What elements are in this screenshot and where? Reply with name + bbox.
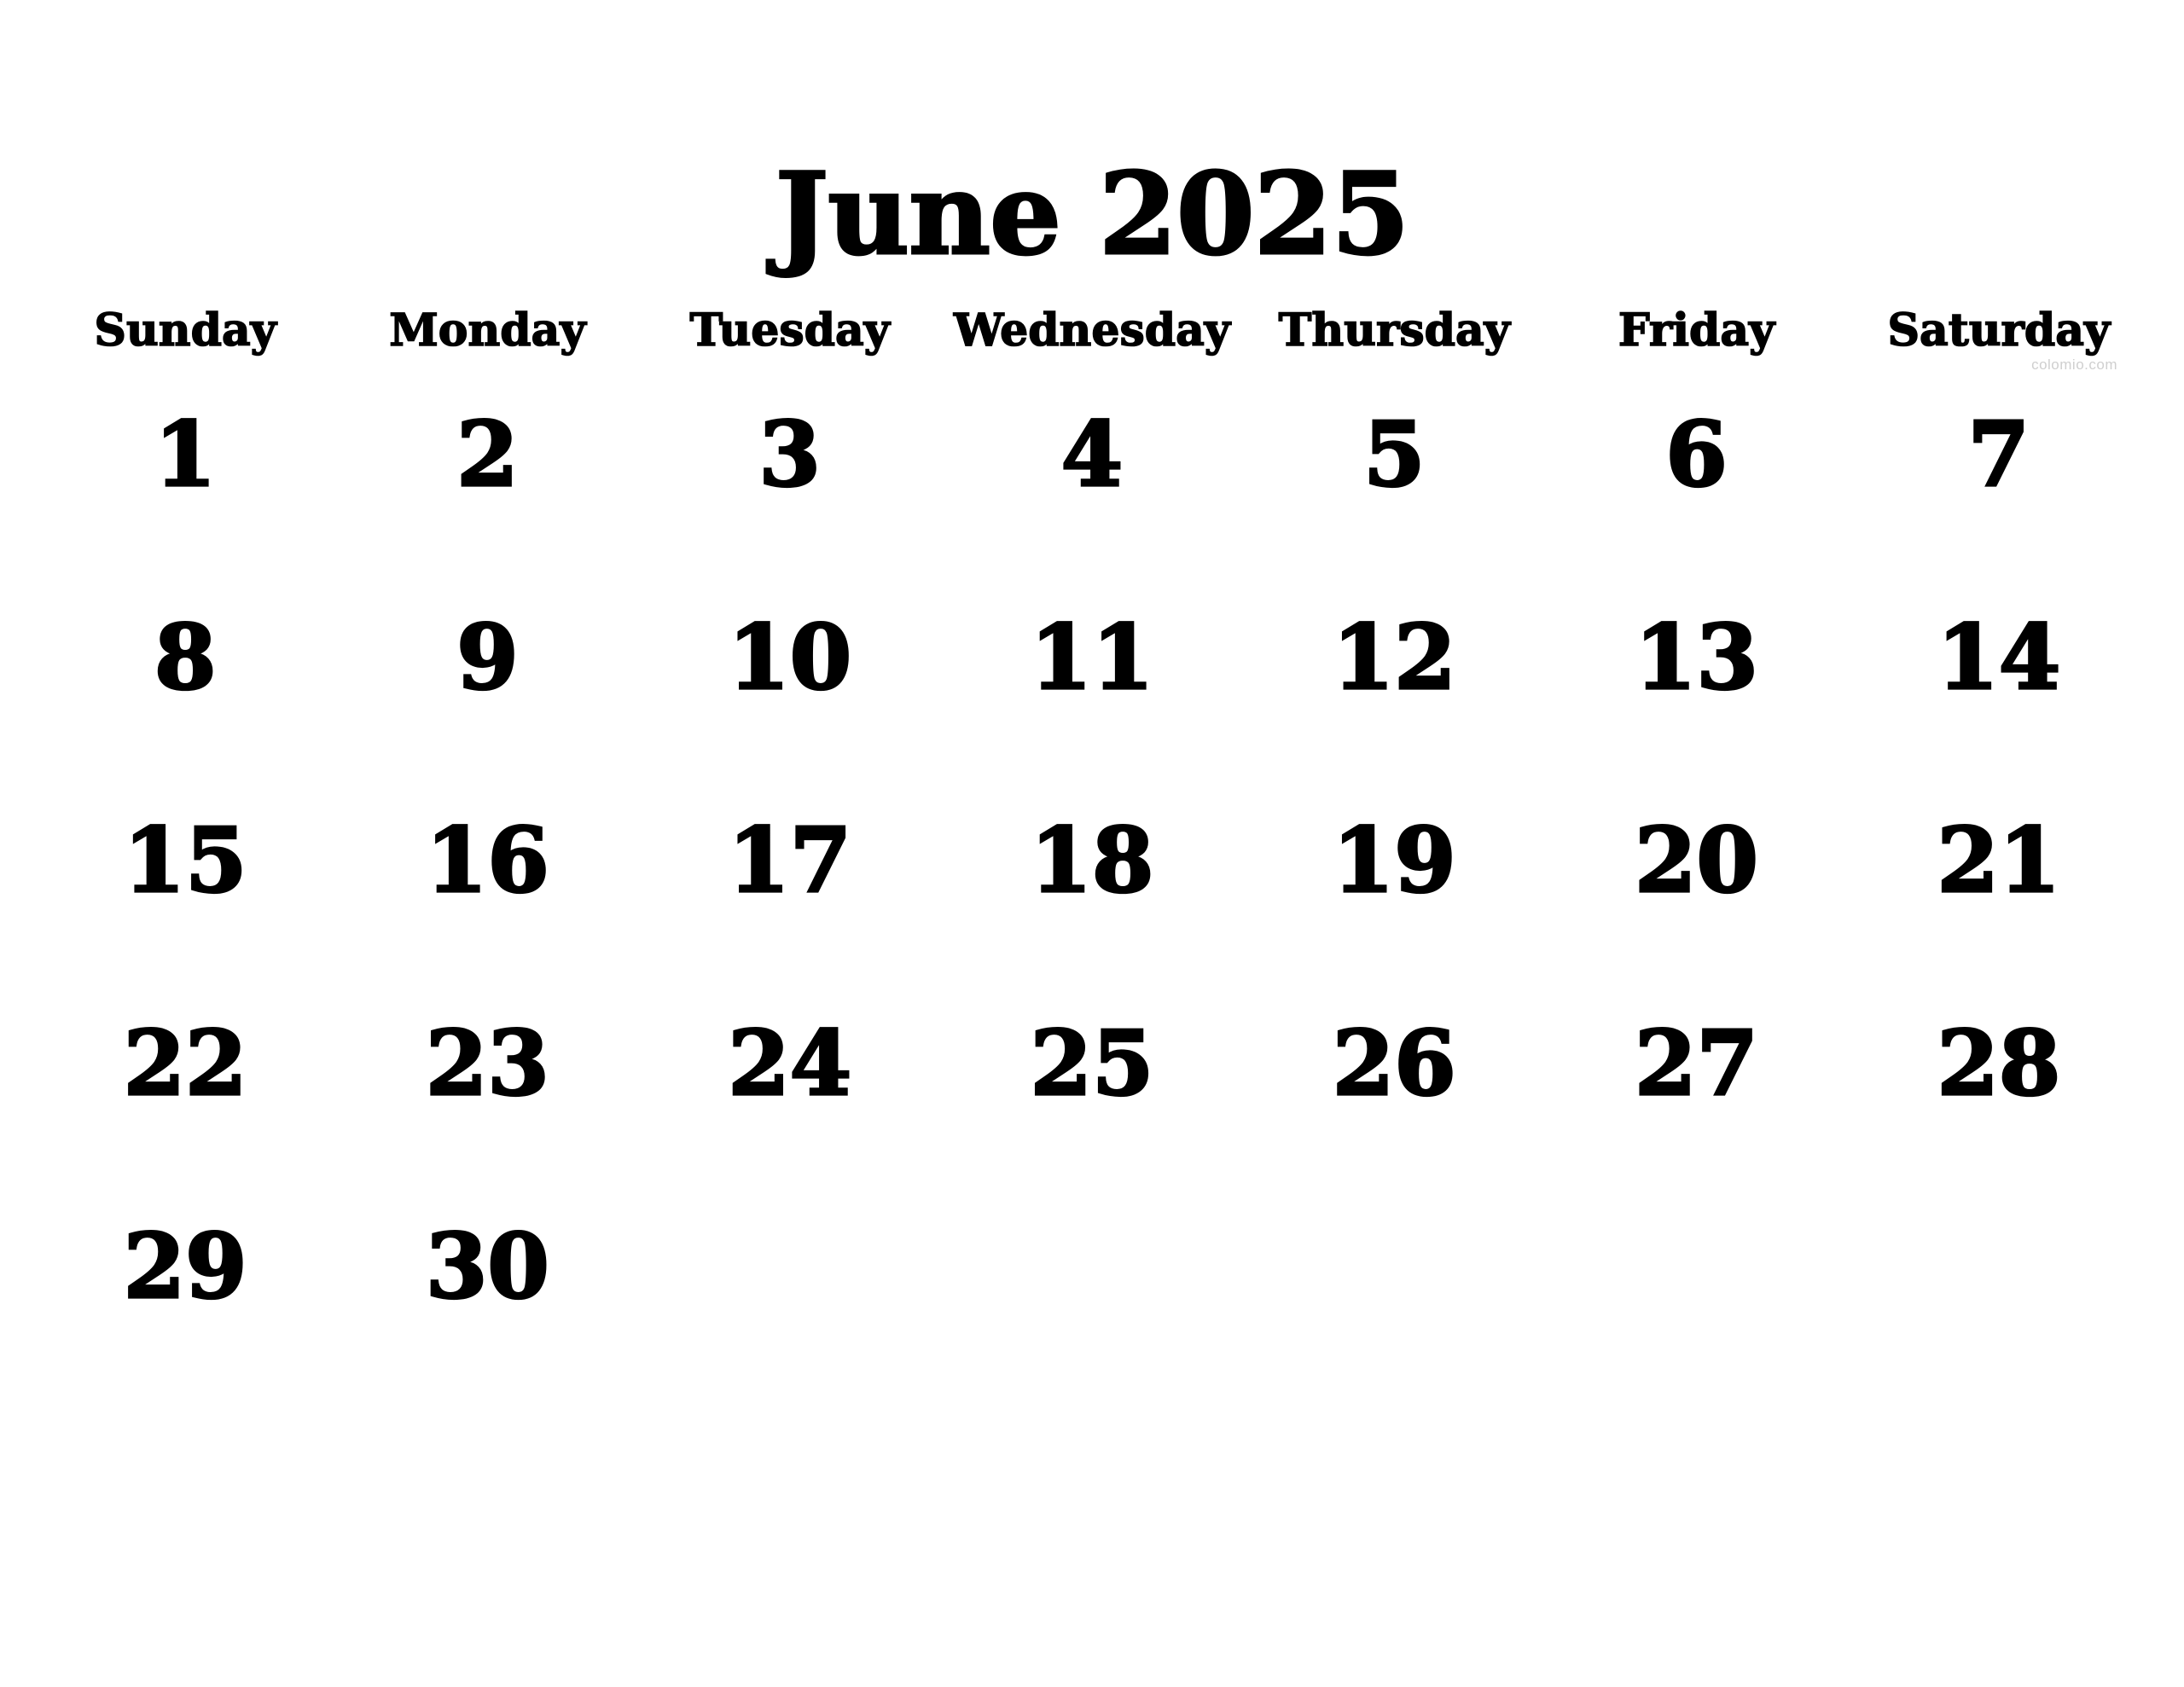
weekday-header-thursday: Thursday xyxy=(1278,304,1510,357)
weekday-header-monday: Monday xyxy=(389,304,586,357)
day-cell[interactable]: 8 xyxy=(154,605,217,710)
day-cell[interactable]: 23 xyxy=(426,1011,549,1116)
page-title: June 2025 xyxy=(775,148,1409,281)
weekday-header-friday: Friday xyxy=(1618,304,1775,357)
day-cell[interactable]: 24 xyxy=(728,1011,852,1116)
day-cell[interactable]: 10 xyxy=(728,605,852,710)
calendar-week-row xyxy=(34,759,2150,962)
weekday-header-tuesday: Tuesday xyxy=(689,304,890,357)
watermark-label: colomio.com xyxy=(2031,357,2117,373)
day-cell[interactable]: 30 xyxy=(426,1214,549,1319)
day-cell[interactable]: 21 xyxy=(1937,808,2061,913)
day-cell[interactable]: 17 xyxy=(728,808,852,913)
day-cell[interactable]: 9 xyxy=(456,605,519,710)
calendar-week-row xyxy=(34,1165,2150,1368)
day-cell[interactable]: 12 xyxy=(1332,605,1456,710)
calendar-grid xyxy=(34,271,2150,1368)
day-cell[interactable]: 14 xyxy=(1937,605,2061,710)
day-cell[interactable]: 5 xyxy=(1363,402,1426,507)
day-cell[interactable]: 3 xyxy=(758,402,821,507)
calendar-week-row xyxy=(34,353,2150,556)
weekday-header-sunday: Sunday xyxy=(94,304,276,357)
day-cell[interactable]: 25 xyxy=(1030,1011,1154,1116)
day-cell[interactable]: 22 xyxy=(123,1011,247,1116)
day-cell[interactable]: 4 xyxy=(1060,402,1124,507)
calendar-week-row xyxy=(34,962,2150,1165)
day-cell[interactable]: 20 xyxy=(1635,808,1758,913)
day-cell[interactable]: 15 xyxy=(123,808,247,913)
day-cell[interactable]: 28 xyxy=(1937,1011,2061,1116)
weekday-header-row xyxy=(34,304,2150,357)
day-cell[interactable]: 2 xyxy=(456,402,519,507)
day-cell[interactable]: 7 xyxy=(1967,402,2030,507)
day-cell[interactable]: 18 xyxy=(1030,808,1154,913)
day-cell[interactable]: 29 xyxy=(123,1214,247,1319)
day-cell[interactable]: 6 xyxy=(1665,402,1728,507)
weekday-header-saturday: Saturday xyxy=(1887,304,2111,357)
day-cell[interactable]: 1 xyxy=(154,402,217,507)
day-cell[interactable]: 19 xyxy=(1332,808,1456,913)
day-cell[interactable]: 13 xyxy=(1635,605,1758,710)
day-cell[interactable]: 16 xyxy=(426,808,549,913)
calendar-week-row xyxy=(34,556,2150,759)
day-cell[interactable]: 26 xyxy=(1332,1011,1456,1116)
day-cell[interactable]: 27 xyxy=(1635,1011,1758,1116)
day-cell[interactable]: 11 xyxy=(1030,605,1154,710)
weekday-header-wednesday: Wednesday xyxy=(953,304,1230,357)
